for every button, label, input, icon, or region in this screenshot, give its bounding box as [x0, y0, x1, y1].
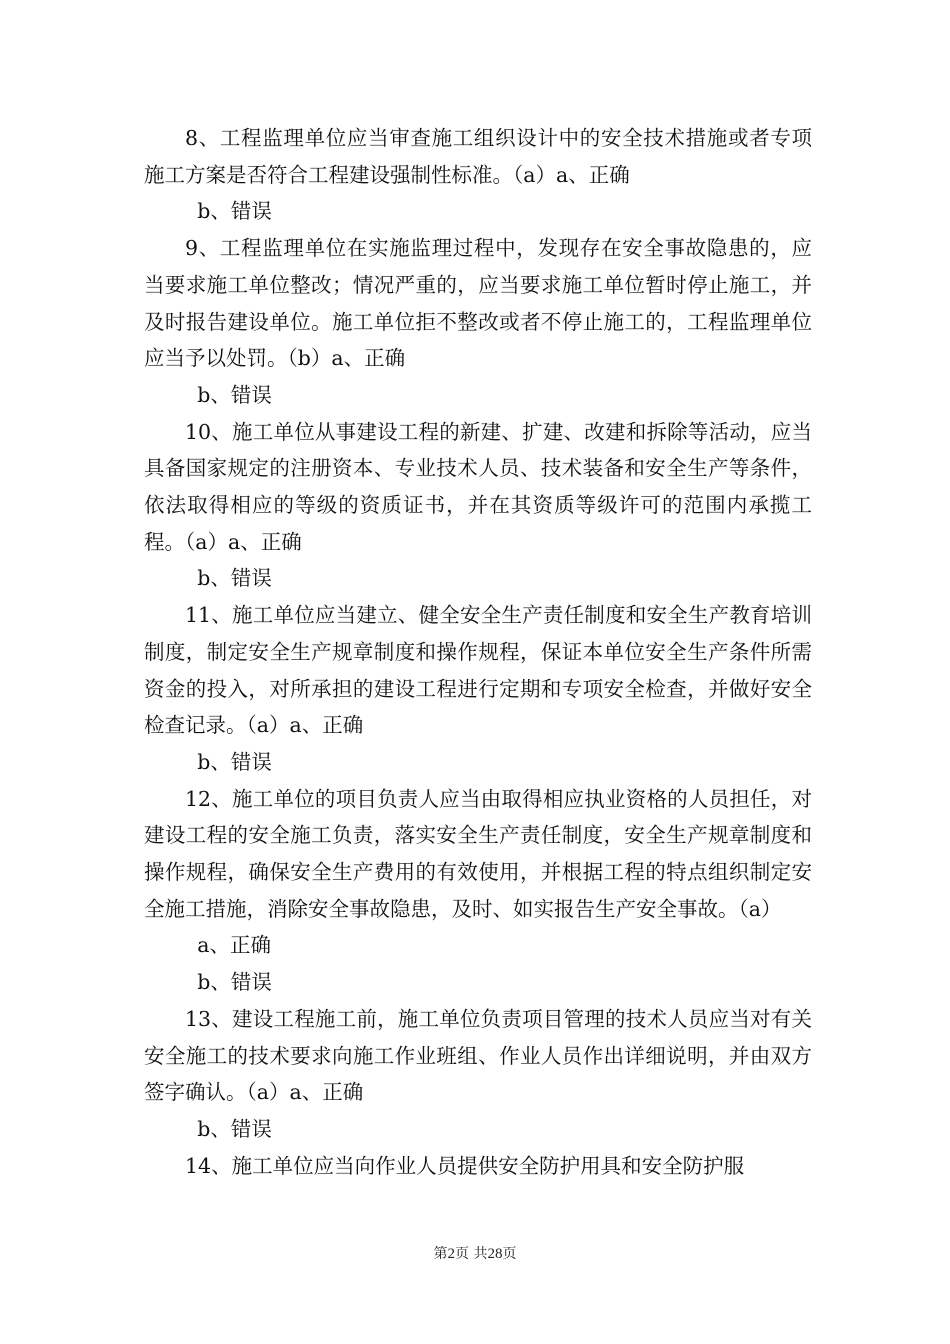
footer-suffix: 页: [502, 1246, 517, 1262]
document-body: [144, 120, 812, 1184]
footer-page-number: 2: [447, 1246, 456, 1262]
question-8: 8、工程监理单位应当审查施工组织设计中的安全技术措施或者专项施工方案是否符合工程建设强制性标准。（a）a、正确: [144, 126, 812, 187]
option-b: b、错误: [197, 566, 272, 591]
question-11: 11、施工单位应当建立、健全安全生产责任制度和安全生产教育培训制度，制定安全生产规章制度和操作规程，保证本单位安全生产条件所需资金的投入，对所承担的建设工程进行定期和专项安全检查，并做好安全检查记录。（a）a、正确: [144, 603, 812, 738]
footer-prefix: 第: [433, 1246, 448, 1262]
question-12: 12、施工单位的项目负责人应当由取得相应执业资格的人员担任，对建设工程的安全施工负责，落实安全生产责任制度，安全生产规章制度和操作规程，确保安全生产费用的有效使用，并根据工程的特点组织制定安全施工措施，消除安全事故隐患，及时、如实报告生产安全事故。（a）: [144, 786, 812, 921]
footer-total-pages: 28: [487, 1246, 503, 1262]
question-10: 10、施工单位从事建设工程的新建、扩建、改建和拆除等活动，应当具备国家规定的注册资本、专业技术人员、技术装备和安全生产等条件，依法取得相应的等级的资质证书，并在其资质等级许可的范围内承揽工程。（a）a、正确: [144, 419, 812, 554]
option-b: b、错误: [197, 1116, 272, 1141]
question-9: 9、工程监理单位在实施监理过程中，发现存在安全事故隐患的，应当要求施工单位整改；情况严重的，应当要求施工单位暂时停止施工，并及时报告建设单位。施工单位拒不整改或者不停止施工的，工程监理单位应当予以处罚。（b）a、正确: [144, 236, 812, 371]
option-b: b、错误: [197, 199, 272, 224]
page-footer: [0, 1244, 950, 1264]
option-a: a、正确: [197, 933, 272, 958]
footer-middle: 页 共: [455, 1246, 488, 1262]
option-b: b、错误: [197, 749, 272, 774]
option-b: b、错误: [197, 970, 272, 995]
question-13: 13、建设工程施工前，施工单位负责项目管理的技术人员应当对有关安全施工的技术要求向施工作业班组、作业人员作出详细说明，并由双方签字确认。（a）a、正确: [144, 1006, 812, 1105]
option-b: b、错误: [197, 382, 272, 407]
question-14: 14、施工单位应当向作业人员提供安全防护用具和安全防护服: [185, 1153, 745, 1178]
